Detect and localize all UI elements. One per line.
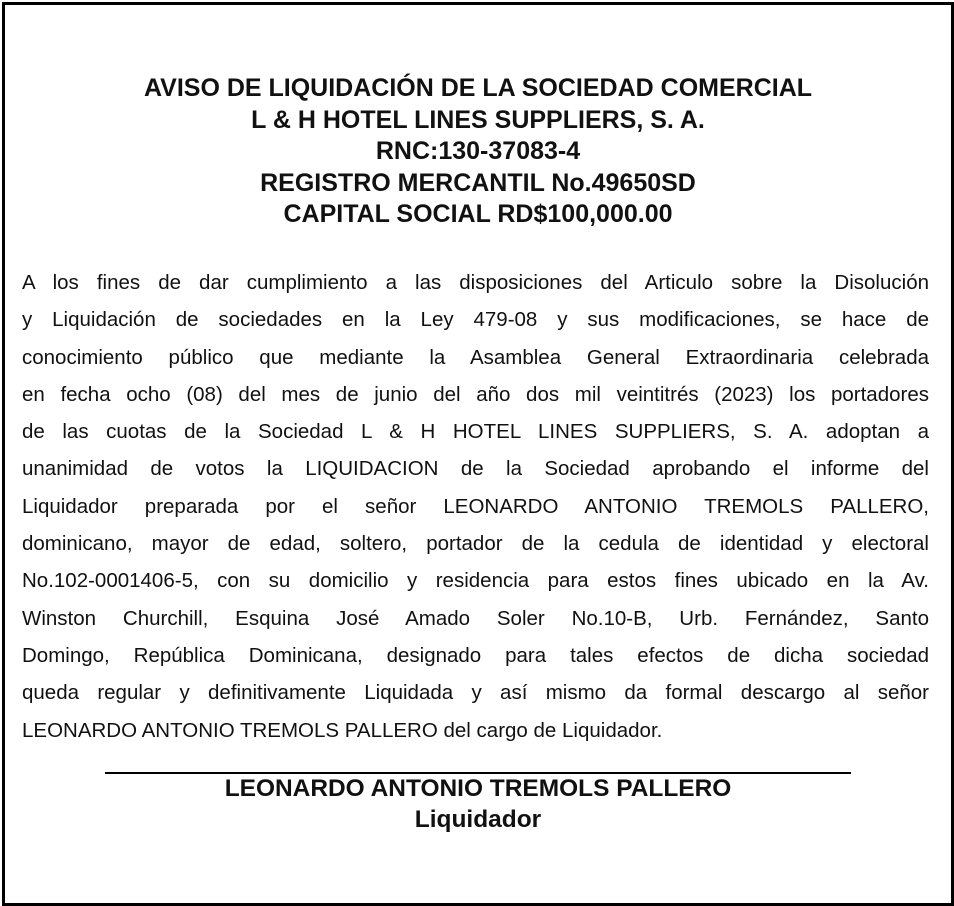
- body-line: conocimiento público que mediante la Asamblea General Extraordinaria celebrada: [22, 345, 929, 369]
- body-line: No.102-0001406-5, con su domicilio y residencia para estos fines ubicado en la Av.: [22, 569, 929, 593]
- body-line: en fecha ocho (08) del mes de junio del año dos mil veintitrés (2023) los portadores: [22, 382, 929, 406]
- notice-heading: [5, 73, 951, 231]
- body-line: Domingo, República Dominicana, designado para tales efectos de dicha sociedad: [22, 643, 929, 667]
- heading-registry: REGISTRO MERCANTIL No.49650SD: [260, 168, 696, 197]
- body-line: dominicano, mayor de edad, soltero, portador de la cedula de identidad y electoral: [22, 532, 929, 556]
- body-line: LEONARDO ANTONIO TREMOLS PALLERO del cargo de Liquidador.: [22, 718, 663, 742]
- heading-capital: CAPITAL SOCIAL RD$100,000.00: [283, 200, 673, 228]
- body-line: unanimidad de votos la LIQUIDACION de la Sociedad aprobando el informe del: [22, 457, 929, 481]
- heading-title: AVISO DE LIQUIDACIÓN DE LA SOCIEDAD COMERCIAL: [143, 74, 813, 102]
- heading-company: L & H HOTEL LINES SUPPLIERS, S. A.: [251, 105, 705, 134]
- body-line: Winston Churchill, Esquina José Amado Soler No.10-B, Urb. Fernández, Santo: [22, 606, 929, 630]
- body-line: queda regular y definitivamente Liquidada y así mismo da formal descargo al señor: [22, 681, 929, 705]
- body-line: Liquidador preparada por el señor LEONARDO ANTONIO TREMOLS PALLERO,: [22, 494, 929, 518]
- heading-rnc: RNC:130-37083-4: [375, 137, 581, 165]
- notice-frame: [2, 2, 954, 906]
- notice-body: [22, 264, 929, 749]
- body-line: y Liquidación de sociedades en la Ley 479-08 y sus modificaciones, se hace de: [22, 308, 929, 332]
- signature-name: LEONARDO ANTONIO TREMOLS PALLERO: [224, 775, 732, 802]
- body-line: de las cuotas de la Sociedad L & H HOTEL LINES SUPPLIERS, S. A. adoptan a: [22, 420, 929, 444]
- signature-role: Liquidador: [414, 806, 542, 833]
- body-line: A los fines de dar cumplimiento a las disposiciones del Articulo sobre la Disolución: [22, 271, 929, 294]
